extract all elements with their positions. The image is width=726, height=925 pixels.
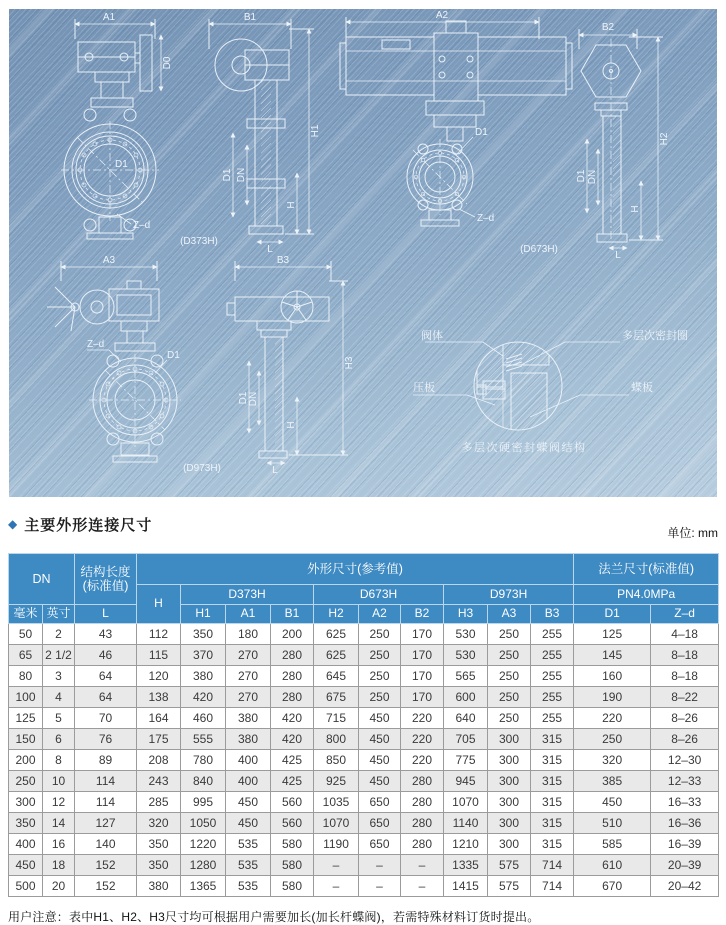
col-header-h: H [137, 585, 181, 624]
table-cell: 190 [574, 687, 651, 708]
dim-d1-front-label: D1 [167, 350, 180, 361]
table-cell: 535 [226, 876, 271, 897]
figure-d973h-front [47, 255, 221, 474]
table-cell: 250 [359, 624, 401, 645]
section-header [8, 514, 718, 542]
figure-caption: (D673H) [520, 244, 558, 255]
table-cell: 315 [531, 750, 574, 771]
table-cell: 64 [75, 666, 137, 687]
table-cell: 300 [488, 750, 531, 771]
table-cell: 625 [314, 645, 359, 666]
table-cell: 250 [488, 708, 531, 729]
figure-d673h-side [576, 22, 670, 261]
technical-drawings [9, 9, 717, 497]
table-cell: 530 [444, 624, 488, 645]
table-row [9, 750, 719, 771]
table-row [9, 708, 719, 729]
table-cell: 3 [43, 666, 75, 687]
col-header-pn: PN4.0MPa [574, 585, 719, 605]
col-header-d1: D1 [574, 605, 651, 624]
table-cell: 152 [75, 876, 137, 897]
table-cell: 600 [444, 687, 488, 708]
dim-b3-label: B3 [276, 255, 290, 266]
table-cell: 425 [271, 771, 314, 792]
table-cell: 160 [574, 666, 651, 687]
table-cell: 270 [226, 666, 271, 687]
table-cell: 350 [181, 624, 226, 645]
table-cell: 250 [488, 687, 531, 708]
table-cell: 580 [271, 876, 314, 897]
table-cell: 535 [226, 855, 271, 876]
table-cell: 370 [181, 645, 226, 666]
table-cell: 270 [226, 687, 271, 708]
table-cell: 380 [137, 876, 181, 897]
table-cell: 380 [226, 729, 271, 750]
col-header-a3: A3 [488, 605, 531, 624]
table-cell: 100 [9, 687, 43, 708]
table-cell: 400 [226, 750, 271, 771]
table-cell: 16–39 [651, 834, 719, 855]
table-cell: 170 [401, 687, 444, 708]
table-row [9, 792, 719, 813]
table-cell: 8–26 [651, 729, 719, 750]
col-header-d973h: D973H [444, 585, 574, 605]
table-cell: 170 [401, 624, 444, 645]
dim-b2-label: B2 [601, 22, 615, 33]
table-cell: 840 [181, 771, 226, 792]
table-cell: 12–30 [651, 750, 719, 771]
table-cell: 18 [43, 855, 75, 876]
table-row [9, 813, 719, 834]
table-cell: 995 [181, 792, 226, 813]
table-cell: 350 [137, 834, 181, 855]
table-cell: 114 [75, 771, 137, 792]
table-cell: – [401, 855, 444, 876]
figure-caption: (D373H) [180, 236, 218, 247]
col-header-outline-dimensions: 外形尺寸(参考值) [137, 554, 574, 585]
dim-b1-label: B1 [243, 12, 257, 23]
table-cell: 115 [137, 645, 181, 666]
dim-h-label: H [630, 205, 641, 213]
unit-label: 单位: mm [667, 526, 718, 540]
table-cell: 250 [359, 666, 401, 687]
table-cell: 220 [401, 729, 444, 750]
table-cell: 170 [401, 645, 444, 666]
table-cell: 8–22 [651, 687, 719, 708]
col-header-d373h: D373H [181, 585, 314, 605]
dim-l-label: L [272, 465, 278, 476]
table-cell: – [359, 876, 401, 897]
table-cell: 425 [271, 750, 314, 771]
dim-zd-label: Z–d [87, 339, 105, 350]
dim-a3-label: A3 [102, 255, 116, 266]
table-cell: 1140 [444, 813, 488, 834]
table-cell: 300 [488, 729, 531, 750]
table-cell: – [314, 855, 359, 876]
table-cell: 715 [314, 708, 359, 729]
table-cell: 8–18 [651, 645, 719, 666]
table-cell: 650 [359, 834, 401, 855]
table-cell: 315 [531, 729, 574, 750]
table-cell: 565 [444, 666, 488, 687]
table-cell: 1335 [444, 855, 488, 876]
table-cell: 255 [531, 624, 574, 645]
table-cell: 1035 [314, 792, 359, 813]
table-cell: 175 [137, 729, 181, 750]
table-cell: 1210 [444, 834, 488, 855]
table-cell: 450 [359, 771, 401, 792]
figure-d373h-front [61, 12, 173, 239]
table-cell: 670 [574, 876, 651, 897]
table-cell: 530 [444, 645, 488, 666]
table-cell: 714 [531, 876, 574, 897]
dim-h3-label: H3 [344, 356, 355, 370]
dim-d1-side-label: D1 [222, 168, 233, 182]
table-cell: 200 [9, 750, 43, 771]
table-cell: 285 [137, 792, 181, 813]
dim-d1-front-label: D1 [115, 159, 128, 170]
dim-h2-label: H2 [659, 132, 670, 146]
table-cell: 780 [181, 750, 226, 771]
table-cell: 140 [75, 834, 137, 855]
table-cell: 800 [314, 729, 359, 750]
figure-caption: (D973H) [183, 463, 221, 474]
table-cell: 152 [75, 855, 137, 876]
table-cell: 1220 [181, 834, 226, 855]
col-header-mm: 毫米 [9, 605, 43, 624]
table-cell: 775 [444, 750, 488, 771]
drawings-banner [9, 9, 717, 497]
table-cell: 625 [314, 624, 359, 645]
col-header-inch: 英寸 [43, 605, 75, 624]
table-cell: 385 [574, 771, 651, 792]
table-cell: 350 [137, 855, 181, 876]
table-cell: 450 [359, 729, 401, 750]
col-header-b3: B3 [531, 605, 574, 624]
table-cell: 89 [75, 750, 137, 771]
table-cell: 1280 [181, 855, 226, 876]
table-cell: 1050 [181, 813, 226, 834]
table-row [9, 645, 719, 666]
table-row [9, 855, 719, 876]
table-cell: 650 [359, 813, 401, 834]
table-row [9, 687, 719, 708]
table-row [9, 729, 719, 750]
table-cell: 220 [401, 708, 444, 729]
table-cell: 46 [75, 645, 137, 666]
table-cell: 1415 [444, 876, 488, 897]
table-cell: 16–33 [651, 792, 719, 813]
page-title: 主要外形连接尺寸 [24, 517, 153, 534]
table-cell: 12–33 [651, 771, 719, 792]
table-cell: 6 [43, 729, 75, 750]
table-cell: 8 [43, 750, 75, 771]
table-cell: 127 [75, 813, 137, 834]
col-header-a2: A2 [359, 605, 401, 624]
table-cell: 14 [43, 813, 75, 834]
table-cell: 300 [9, 792, 43, 813]
table-cell: 250 [574, 729, 651, 750]
table-cell: 125 [9, 708, 43, 729]
table-cell: 16 [43, 834, 75, 855]
table-cell: 450 [226, 792, 271, 813]
figure-d673h-front [340, 10, 572, 255]
table-cell: 640 [444, 708, 488, 729]
table-cell: 250 [9, 771, 43, 792]
table-cell: 114 [75, 792, 137, 813]
col-header-h3: H3 [444, 605, 488, 624]
table-cell: 585 [574, 834, 651, 855]
col-header-a1: A1 [226, 605, 271, 624]
table-cell: 460 [181, 708, 226, 729]
table-cell: 250 [359, 645, 401, 666]
table-cell: 420 [271, 708, 314, 729]
table-cell: 243 [137, 771, 181, 792]
table-cell: 575 [488, 876, 531, 897]
dim-d1-side-label: D1 [238, 391, 249, 405]
col-header-flange-dimensions: 法兰尺寸(标准值) [574, 554, 719, 585]
detail-seal-label: 多层次密封圈 [622, 330, 688, 342]
table-cell: 180 [226, 624, 271, 645]
table-cell: 610 [574, 855, 651, 876]
dim-d1-front-label: D1 [475, 127, 488, 138]
dim-l-label: L [267, 244, 273, 255]
table-cell: 450 [359, 750, 401, 771]
table-cell: 1365 [181, 876, 226, 897]
dim-dn-label: DN [587, 169, 598, 185]
table-cell: 80 [9, 666, 43, 687]
table-cell: 850 [314, 750, 359, 771]
table-cell: 150 [9, 729, 43, 750]
table-cell: 945 [444, 771, 488, 792]
table-cell: 280 [271, 645, 314, 666]
table-cell: 315 [531, 792, 574, 813]
table-cell: 280 [401, 834, 444, 855]
dim-d1-side-label: D1 [576, 169, 587, 183]
table-cell: 250 [488, 624, 531, 645]
table-cell: 320 [137, 813, 181, 834]
table-cell: 200 [271, 624, 314, 645]
dim-h-label: H [286, 201, 297, 209]
col-header-b2: B2 [401, 605, 444, 624]
table-cell: 170 [401, 666, 444, 687]
table-cell: 315 [531, 813, 574, 834]
table-cell: 320 [574, 750, 651, 771]
table-cell: 255 [531, 666, 574, 687]
table-cell: 138 [137, 687, 181, 708]
col-header-dn: DN [9, 554, 75, 605]
structural-length-line2: (标准值) [82, 579, 129, 593]
figure-d373h-side [180, 12, 321, 255]
table-row [9, 771, 719, 792]
table-cell: 1070 [314, 813, 359, 834]
table-cell: 450 [9, 855, 43, 876]
table-cell: 255 [531, 687, 574, 708]
dim-d0-label: D0 [162, 56, 173, 70]
table-cell: 380 [226, 708, 271, 729]
dim-a1-label: A1 [102, 12, 116, 23]
table-row [9, 624, 719, 645]
table-cell: 555 [181, 729, 226, 750]
table-cell: 2 1/2 [43, 645, 75, 666]
table-cell: 5 [43, 708, 75, 729]
table-cell: 220 [401, 750, 444, 771]
table-cell: 560 [271, 813, 314, 834]
table-cell: 705 [444, 729, 488, 750]
table-cell: 450 [226, 813, 271, 834]
table-cell: 450 [574, 792, 651, 813]
structural-length-line1: 结构长度 [80, 564, 131, 579]
col-header-zd: Z–d [651, 605, 719, 624]
table-cell: 43 [75, 624, 137, 645]
table-cell: 315 [531, 771, 574, 792]
table-cell: 250 [359, 687, 401, 708]
table-cell: 145 [574, 645, 651, 666]
table-cell: – [359, 855, 401, 876]
table-cell: 400 [226, 771, 271, 792]
table-cell: 300 [488, 813, 531, 834]
table-cell: 8–18 [651, 666, 719, 687]
table-cell: 560 [271, 792, 314, 813]
table-cell: 12 [43, 792, 75, 813]
table-cell: 50 [9, 624, 43, 645]
dim-h1-label: H1 [310, 124, 321, 138]
table-cell: 280 [271, 666, 314, 687]
figure-seal-detail [413, 328, 688, 454]
table-cell: 20–42 [651, 876, 719, 897]
table-cell: 400 [9, 834, 43, 855]
table-cell: 714 [531, 855, 574, 876]
table-cell: 280 [401, 792, 444, 813]
col-header-h1: H1 [181, 605, 226, 624]
table-cell: 270 [226, 645, 271, 666]
table-cell: 1070 [444, 792, 488, 813]
table-cell: – [401, 876, 444, 897]
diamond-bullet-icon: ◆ [8, 517, 18, 531]
table-cell: 20 [43, 876, 75, 897]
table-cell: 280 [401, 771, 444, 792]
col-header-b1: B1 [271, 605, 314, 624]
table-cell: 220 [574, 708, 651, 729]
table-row [9, 876, 719, 897]
table-cell: 1190 [314, 834, 359, 855]
dimensions-table [8, 553, 719, 897]
table-cell: 255 [531, 645, 574, 666]
table-cell: 675 [314, 687, 359, 708]
table-cell: 70 [75, 708, 137, 729]
table-cell: 65 [9, 645, 43, 666]
table-cell: 925 [314, 771, 359, 792]
table-cell: 250 [488, 666, 531, 687]
table-cell: 580 [271, 834, 314, 855]
table-cell: 255 [531, 708, 574, 729]
table-cell: 315 [531, 834, 574, 855]
table-cell: 125 [574, 624, 651, 645]
table-cell: 575 [488, 855, 531, 876]
table-cell: 2 [43, 624, 75, 645]
table-cell: – [314, 876, 359, 897]
table-cell: 450 [359, 708, 401, 729]
dim-zd-label: Z–d [133, 220, 151, 231]
table-cell: 208 [137, 750, 181, 771]
table-row [9, 834, 719, 855]
table-cell: 645 [314, 666, 359, 687]
detail-plate-label: 压板 [413, 382, 435, 394]
table-cell: 420 [271, 729, 314, 750]
table-cell: 20–39 [651, 855, 719, 876]
detail-caption: 多层次硬密封蝶阀结构 [461, 442, 587, 454]
table-cell: 420 [181, 687, 226, 708]
table-cell: 4 [43, 687, 75, 708]
table-cell: 64 [75, 687, 137, 708]
table-cell: 120 [137, 666, 181, 687]
table-cell: 510 [574, 813, 651, 834]
table-cell: 250 [488, 645, 531, 666]
dim-h-label: H [286, 421, 297, 429]
table-cell: 164 [137, 708, 181, 729]
table-cell: 280 [401, 813, 444, 834]
figure-d973h-side [227, 255, 355, 476]
table-cell: 535 [226, 834, 271, 855]
col-header-h2: H2 [314, 605, 359, 624]
table-cell: 300 [488, 771, 531, 792]
table-cell: 112 [137, 624, 181, 645]
table-cell: 650 [359, 792, 401, 813]
table-cell: 300 [488, 792, 531, 813]
col-header-l: L [75, 605, 137, 624]
table-cell: 380 [181, 666, 226, 687]
dim-l-label: L [615, 250, 621, 261]
table-cell: 300 [488, 834, 531, 855]
detail-disc-label: 蝶板 [631, 382, 653, 394]
table-cell: 16–36 [651, 813, 719, 834]
table-cell: 280 [271, 687, 314, 708]
user-note: 用户注意：表中H1、H2、H3尺寸均可根据用户需要加长(加长杆蝶阀)，若需特殊材料订货时提出。 [8, 910, 540, 924]
table-cell: 8–26 [651, 708, 719, 729]
table-cell: 10 [43, 771, 75, 792]
table-cell: 350 [9, 813, 43, 834]
table-cell: 4–18 [651, 624, 719, 645]
col-header-structural-length [75, 554, 137, 605]
col-header-d673h: D673H [314, 585, 444, 605]
table-cell: 580 [271, 855, 314, 876]
dim-dn-label: DN [236, 167, 247, 183]
dim-a2-label: A2 [435, 10, 449, 21]
table-cell: 76 [75, 729, 137, 750]
detail-body-label: 阀体 [421, 330, 443, 342]
dim-zd-label: Z–d [477, 213, 495, 224]
table-cell: 500 [9, 876, 43, 897]
dim-dn-label: DN [248, 391, 259, 407]
table-row [9, 666, 719, 687]
